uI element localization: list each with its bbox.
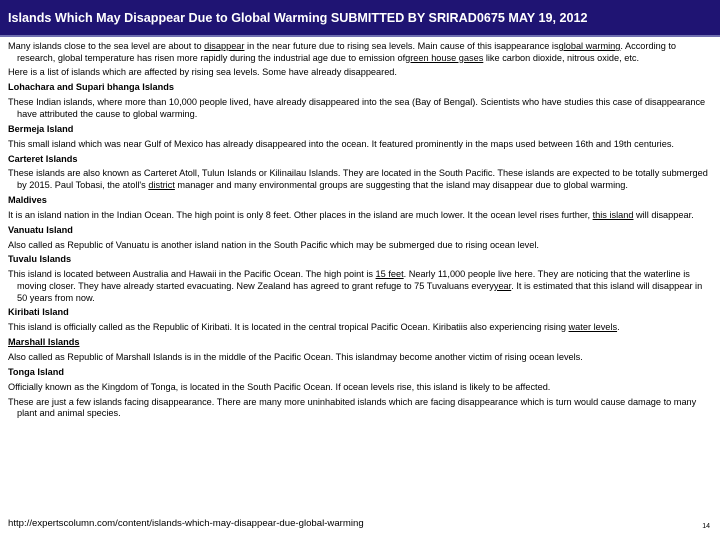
- island-text: . It is estimated that this island will disappear in 50 years from now.: [17, 280, 703, 303]
- island-heading-kiribati: Kiribati Island: [8, 307, 69, 318]
- island-heading-marshall[interactable]: [8, 337, 712, 349]
- link-district[interactable]: district: [148, 180, 175, 191]
- island-heading-carteret: Carteret Islands: [8, 153, 78, 164]
- source-url[interactable]: http://expertscolumn.com/content/islands-which-may-disappear-due-global-warming: [8, 518, 364, 529]
- island-text: will disappear.: [633, 209, 694, 220]
- island-text-vanuatu: Also called as Republic of Vanuatu is another island nation in the South Pacific which may be submerged due to rising ocean level.: [8, 239, 539, 250]
- island-text-tonga: Officially known as the Kingdom of Tonga, is located in the South Pacific Ocean. If ocean levels rise, this island is likely to be affected.: [8, 381, 551, 392]
- island-text: This island is officially called as the Republic of Kiribati. It is located in the central tropical Pacific Ocean. Kiribatiis also experiencing rising: [8, 322, 569, 333]
- island-text-carteret: [8, 168, 712, 191]
- link-year[interactable]: year: [493, 280, 512, 291]
- link-marshall-islands[interactable]: Marshall Islands: [8, 337, 80, 348]
- title-bar: [0, 0, 720, 37]
- link-water-levels[interactable]: water levels: [568, 322, 618, 333]
- island-text-bermeja: This small island which was near Gulf of Mexico has already disappeared into the ocean. It featured prominently in the maps used between 16th and 19th centuries.: [8, 138, 674, 149]
- island-heading-vanuatu: Vanuatu Island: [8, 224, 73, 235]
- intro-paragraph: [8, 41, 712, 64]
- island-heading-maldives: Maldives: [8, 194, 47, 205]
- intro-text: like carbon dioxide, nitrous oxide, etc.: [483, 52, 640, 63]
- island-text-maldives: [8, 210, 712, 222]
- page-number: 14: [702, 523, 710, 530]
- slide-title: Islands Which May Disappear Due to Global Warming SUBMITTED BY SRIRAD0675 MAY 19, 2012: [8, 11, 588, 25]
- island-text-tuvalu: [8, 269, 712, 304]
- island-text-lohachara: These Indian islands, where more than 10,000 people lived, have already disappeared into the sea (Bay of Bengal). Scientists who have studies this case of disappearance have attributed the cause to global warming.: [8, 97, 706, 119]
- island-heading-lohachara: Lohachara and Supari bhanga Islands: [8, 82, 174, 93]
- intro-text: in the near future due to rising sea levels. Main cause of this isappearance is: [244, 41, 559, 51]
- link-global-warming[interactable]: global warming: [558, 41, 621, 51]
- link-15-feet[interactable]: 15 feet: [375, 269, 404, 280]
- island-text: It is an island nation in the Indian Ocean. The high point is only 8 feet. Other places in the island are much lower. It the ocean level rises further,: [8, 209, 593, 220]
- island-text: This island is located between Australia and Hawaii in the Pacific Ocean. The high point is: [8, 269, 376, 280]
- island-text-kiribati: [8, 322, 712, 334]
- island-text: manager and many environmental groups are suggesting that the island may disappear due to global warming.: [174, 180, 628, 191]
- article-body: [8, 41, 712, 423]
- link-green-house-gases[interactable]: green house gases: [405, 52, 484, 63]
- island-text-marshall: Also called as Republic of Marshall Islands is in the middle of the Pacific Ocean. This islandmay become another victim of rising ocean levels.: [8, 352, 583, 363]
- island-heading-bermeja: Bermeja Island: [8, 123, 74, 134]
- list-intro-paragraph: Here is a list of islands which are affected by rising sea levels. Some have already disappeared.: [8, 67, 397, 78]
- island-text: These islands are also known as Carteret Atoll, Tulun Islands or Kilinailau Islands. They are located in the South Pacific. These islands are expected to be totally submerged by 2015. Paul Tobasi, the atoll's: [8, 168, 708, 191]
- island-heading-tonga: Tonga Island: [8, 367, 64, 377]
- intro-text: Many islands close to the sea level are about to: [8, 41, 205, 51]
- island-heading-tuvalu: Tuvalu Islands: [8, 254, 72, 265]
- island-text: .: [617, 322, 620, 333]
- island-text: . Nearly 11,000 people live here. They are noticing that the waterline is moving closer. They have already started evacuating. New Zealand has agreed to grant refuge to 75 Tuvaluans every: [17, 269, 690, 291]
- closing-paragraph: These are just a few islands facing disappearance. There are many more uninhabited islands which are facing disappearance which is turn would cause damage to many plant and animal species.: [8, 396, 697, 419]
- link-this-island[interactable]: this island: [592, 209, 634, 220]
- link-disappear[interactable]: disappear: [204, 41, 245, 51]
- intro-text: . According to research, global temperature has risen more rapidly during the industrial age due to emission of: [17, 41, 677, 63]
